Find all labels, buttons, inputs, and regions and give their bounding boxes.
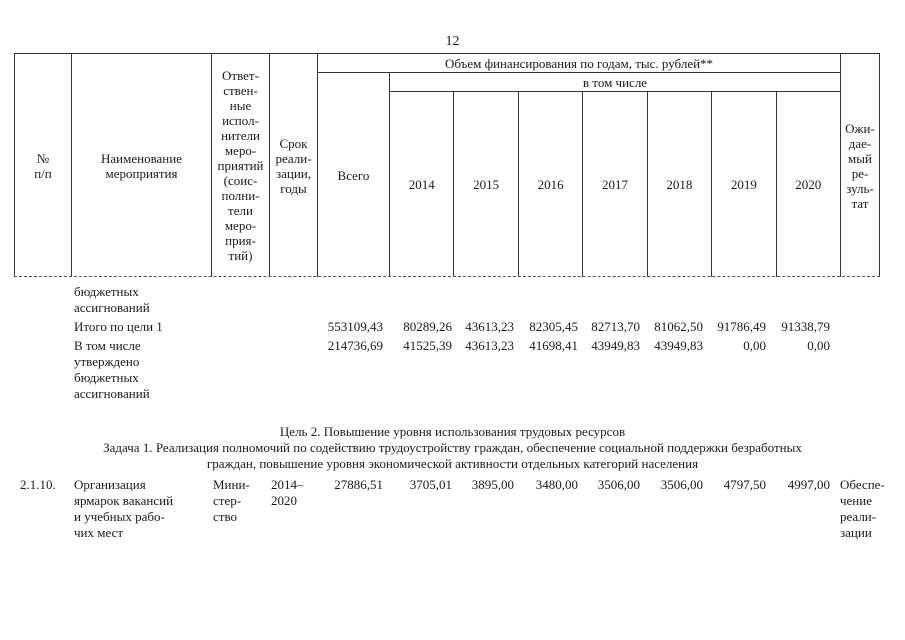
item-result: Обеспе- чение реали- зации <box>840 477 885 540</box>
header-year-cell: 2020 <box>776 91 840 277</box>
header-funding-title: Объем финансирования по годам, тыс. рублей** <box>317 53 840 72</box>
value-cell: 0,00 <box>807 338 830 353</box>
header-year-cell: 2018 <box>647 91 711 277</box>
approved-row-label: В том числе утверждено бюджетных ассигнований <box>74 338 150 401</box>
header-text-line: ре- <box>851 165 869 181</box>
header-text-line: реали- <box>275 150 312 166</box>
header-text-line: нители <box>221 128 260 143</box>
task-line-1: Задача 1. Реализация полномочий по содействию трудоустройству граждан, обеспечение социальной поддержки безработных <box>103 440 802 455</box>
header-text-line: испол- <box>222 113 259 128</box>
header-text-line: ные <box>229 98 252 113</box>
header-col-name <box>71 53 211 277</box>
col-number-text: № п/п <box>34 150 52 181</box>
header-year-cell: 2017 <box>582 91 646 277</box>
value-cell: 81062,50 <box>654 319 703 334</box>
header-col-result <box>840 53 880 277</box>
header-including: в том числе <box>389 72 840 91</box>
value-cell: 3506,00 <box>597 477 640 492</box>
goal-heading: Цель 2. Повышение уровня использования трудовых ресурсов <box>279 424 626 439</box>
header-text-line: Ответ- <box>222 68 259 83</box>
header-col-responsible <box>211 53 269 277</box>
value-cell: 80289,26 <box>403 319 452 334</box>
value-cell: 3506,00 <box>660 477 703 492</box>
header-text-line: зации, <box>275 165 312 181</box>
value-cell: 214736,69 <box>327 338 383 353</box>
header-year-cell: 2019 <box>711 91 775 277</box>
total-row-label: Итого по цели 1 <box>74 319 163 334</box>
value-cell: 91338,79 <box>781 319 830 334</box>
header-text-line: приятий <box>217 158 264 173</box>
value-cell: 4797,50 <box>723 477 766 492</box>
item-responsible: Мини- стер- ство <box>213 477 250 524</box>
header-year-cell: 2016 <box>518 91 582 277</box>
value-cell: 3705,01 <box>409 477 452 492</box>
item-term: 2014– 2020 <box>271 477 304 508</box>
item-number: 2.1.10. <box>20 477 56 492</box>
value-cell: 43949,83 <box>654 338 703 353</box>
header-text-line: меро- <box>224 143 257 158</box>
value-cell: 3480,00 <box>535 477 578 492</box>
value-cell: 43613,23 <box>465 319 514 334</box>
col-responsible-text <box>218 68 264 263</box>
header-text-line: мый <box>848 150 872 166</box>
header-text-line: тий) <box>228 248 253 263</box>
header-col-term <box>269 53 317 277</box>
header-year-cell: 2015 <box>453 91 517 277</box>
header-year-cell: 2014 <box>389 91 453 277</box>
header-col-number <box>14 53 71 277</box>
value-cell: 4997,00 <box>787 477 830 492</box>
header-text-line: ствен- <box>223 83 258 98</box>
header-text-line: годы <box>280 180 307 196</box>
header-text-line: зуль- <box>846 180 874 196</box>
value-cell: 3895,00 <box>471 477 514 492</box>
value-cell: 91786,49 <box>717 319 766 334</box>
value-cell: 27886,51 <box>334 477 383 492</box>
col-term-text <box>275 136 311 196</box>
header-text-line: тат <box>851 195 869 211</box>
header-text-line: Срок <box>279 135 308 151</box>
value-cell: 0,00 <box>743 338 766 353</box>
col-result-text <box>845 121 875 211</box>
value-cell: 82305,45 <box>529 319 578 334</box>
value-cell: 43949,83 <box>591 338 640 353</box>
item-name: Организация ярмарок вакансий и учебных рабо- чих мест <box>74 477 174 540</box>
header-text-line: дае- <box>848 135 872 151</box>
header-text-line: (соис- <box>223 173 258 188</box>
header-text-line: меро- <box>224 218 257 233</box>
value-cell: 82713,70 <box>591 319 640 334</box>
page-number: 12 <box>445 34 460 49</box>
value-cell: 43613,23 <box>465 338 514 353</box>
value-cell: 553109,43 <box>327 319 383 334</box>
col-name-text: Наименование мероприятия <box>101 150 182 181</box>
header-text-line: Ожи- <box>845 120 875 136</box>
value-cell: 41698,41 <box>529 338 578 353</box>
task-line-2: граждан, повышение уровня экономической активности отдельных категорий населения <box>206 456 699 471</box>
cont-label: бюджетных ассигнований <box>74 284 150 315</box>
header-text-line: прия- <box>225 233 256 248</box>
header-col-total: Всего <box>317 72 389 277</box>
table-header <box>14 53 880 277</box>
header-bottom-border <box>14 276 880 277</box>
header-text-line: тели <box>228 203 253 218</box>
value-cell: 41525,39 <box>403 338 452 353</box>
header-text-line: полни- <box>221 188 260 203</box>
